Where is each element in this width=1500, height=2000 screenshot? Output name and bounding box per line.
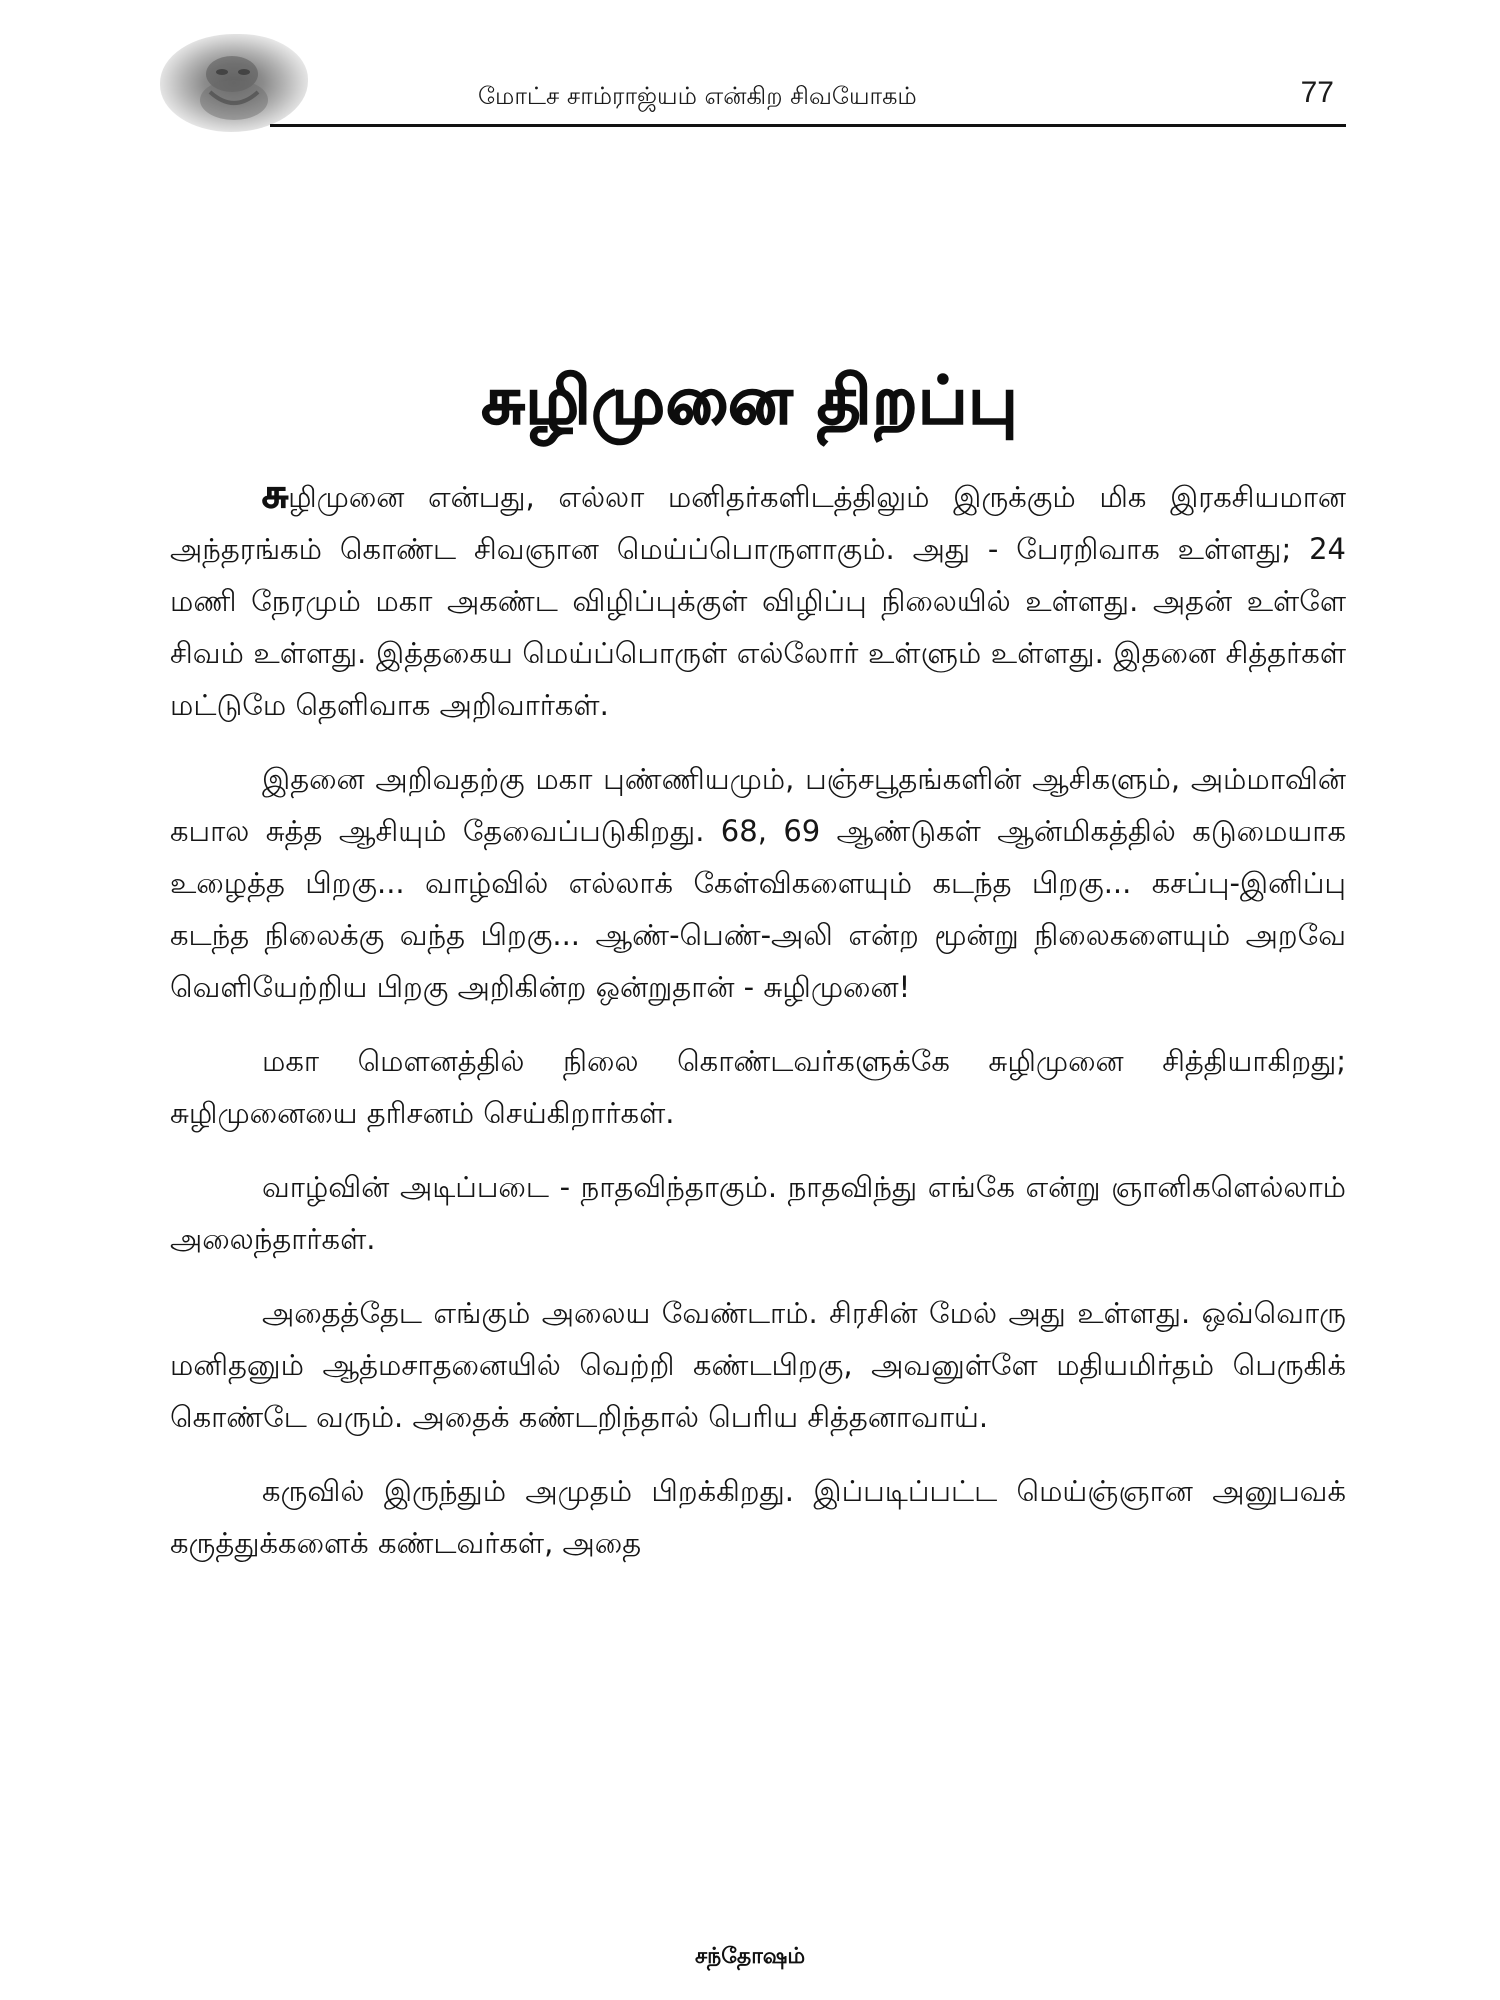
body-text — [170, 468, 1346, 1591]
page-number: 77 — [1300, 76, 1334, 109]
paragraph-5: அதைத்தேட எங்கும் அலைய வேண்டாம். சிரசின் மேல் அது உள்ளது. ஒவ்வொரு மனிதனும் ஆத்மசாதனையில் வெற்றி கண்டபிறகு, அவனுள்ளே மதியமிர்தம் பெருகிக் கொண்டே வரும். அதைக் கண்டறிந்தால் பெரிய சித்தனாவாய். — [170, 1296, 1346, 1434]
running-title: மோட்ச சாம்ராஜ்யம் என்கிற சிவயோகம் — [478, 82, 917, 110]
guru-portrait-icon — [160, 34, 308, 132]
footer-title: சந்தோஷம் — [694, 1944, 806, 1969]
page-header — [160, 28, 1346, 132]
paragraph-4: வாழ்வின் அடிப்படை - நாதவிந்தாகும். நாதவிந்து எங்கே என்று ஞானிகளெல்லாம் அலைந்தார்கள். — [170, 1170, 1346, 1256]
paragraph-3: மகா மௌனத்தில் நிலை கொண்டவர்களுக்கே சுழிமுனை சித்தியாகிறது; சுழிமுனையை தரிசனம் செய்கிறார்கள். — [170, 1044, 1346, 1130]
paragraph-2: இதனை அறிவதற்கு மகா புண்ணியமும், பஞ்சபூதங்களின் ஆசிகளும், அம்மாவின் கபால சுத்த ஆசியும் தேவைப்படுகிறது. 68, 69 ஆண்டுகள் ஆன்மிகத்தில் கடுமையாக உழைத்த பிறகு... வாழ்வில் எல்லாக் கேள்விகளையும் கடந்த பிறகு... கசப்பு-இனிப்பு கடந்த நிலைக்கு வந்த பிறகு... ஆண்-பெண்-அலி என்ற மூன்று நிலைகளையும் அறவே வெளியேற்றிய பிறகு அறிகின்ற ஒன்றுதான் - சுழிமுனை! — [170, 762, 1346, 1004]
chapter-title: சுழிமுனை திறப்பு — [481, 362, 1019, 440]
header-rule — [270, 124, 1346, 127]
paragraph-1-text: ழிமுனை என்பது, எல்லா மனிதர்களிடத்திலும் இருக்கும் மிக இரகசியமான அந்தரங்கம் கொண்ட சிவஞான மெய்ப்பொருளாகும். அது - பேரறிவாக உள்ளது; 24 மணி நேரமும் மகா அகண்ட விழிப்புக்குள் விழிப்பு நிலையில் உள்ளது. அதன் உள்ளே சிவம் உள்ளது. இத்தகைய மெய்ப்பொருள் எல்லோர் உள்ளும் உள்ளது. இதனை சித்தர்கள் மட்டுமே தெளிவாக அறிவார்கள். — [170, 480, 1346, 722]
drop-cap: சு — [262, 471, 289, 517]
paragraph-6: கருவில் இருந்தும் அமுதம் பிறக்கிறது. இப்படிப்பட்ட மெய்ஞ்ஞான அனுபவக் கருத்துக்களைக் கண்டவர்கள், அதை — [170, 1474, 1346, 1560]
paragraph-1 — [170, 468, 1346, 731]
